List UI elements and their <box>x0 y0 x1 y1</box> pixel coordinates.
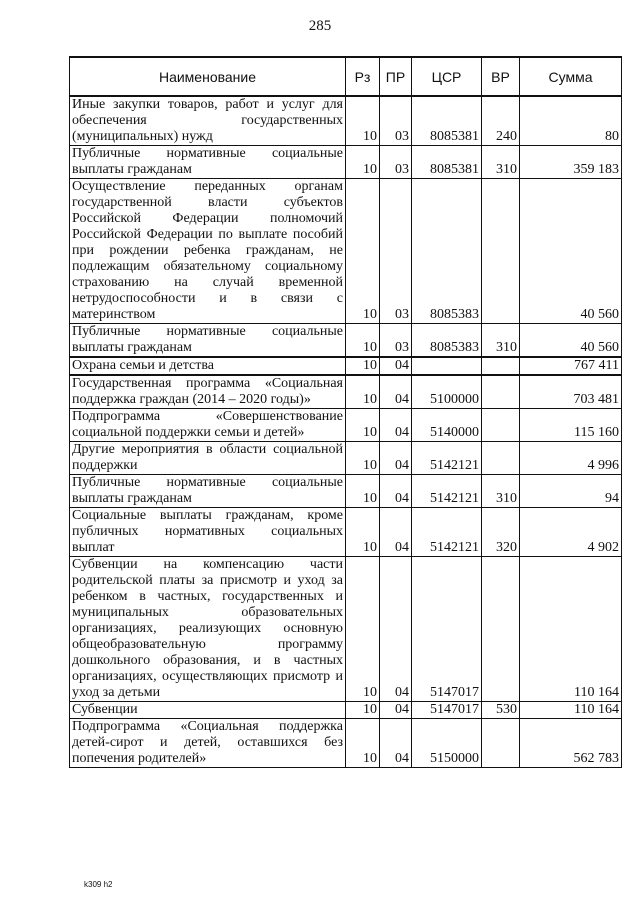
row-vr: 530 <box>482 702 520 719</box>
row-csr: 8085383 <box>412 179 482 324</box>
row-rz: 10 <box>346 357 380 375</box>
row-sum: 40 560 <box>520 179 622 324</box>
row-sum: 110 164 <box>520 557 622 702</box>
row-vr <box>482 179 520 324</box>
row-pr: 04 <box>380 357 412 375</box>
row-csr: 5147017 <box>412 702 482 719</box>
row-name: Субвенции на компенсацию части родительской платы за присмотр и уход за ребенком в частных, государственных и муниципальных образовательных организациях, реализующих основную общеобразовательную программу дошкольного образования, и в частных организациях, осуществляющих присмотр и уход за детьми <box>70 557 346 702</box>
row-vr <box>482 357 520 375</box>
row-rz: 10 <box>346 442 380 475</box>
row-pr: 04 <box>380 442 412 475</box>
row-sum: 359 183 <box>520 146 622 179</box>
column-header-sum: Сумма <box>520 57 622 96</box>
row-csr: 5147017 <box>412 557 482 702</box>
row-name: Охрана семьи и детства <box>70 357 346 375</box>
row-vr <box>482 719 520 768</box>
row-sum: 703 481 <box>520 375 622 409</box>
table-row <box>70 324 622 358</box>
budget-table <box>69 56 622 768</box>
row-vr: 310 <box>482 475 520 508</box>
row-csr: 5100000 <box>412 375 482 409</box>
row-name: Публичные нормативные социальные выплаты гражданам <box>70 324 346 358</box>
row-vr: 310 <box>482 146 520 179</box>
table-row <box>70 179 622 324</box>
row-vr <box>482 557 520 702</box>
row-sum: 115 160 <box>520 409 622 442</box>
row-rz: 10 <box>346 179 380 324</box>
table-row <box>70 146 622 179</box>
row-pr: 03 <box>380 179 412 324</box>
row-name: Другие мероприятия в области социальной поддержки <box>70 442 346 475</box>
table-row <box>70 702 622 719</box>
page-number: 285 <box>308 18 332 34</box>
row-name: Осуществление переданных органам государственной власти субъектов Российской Федерации полномочий Российской Федерации по выплате пособий при рождении ребенка гражданам, не подлежащим обязательному социальному страхованию на случай временной нетрудоспособности и в связи с материнством <box>70 179 346 324</box>
row-name: Иные закупки товаров, работ и услуг для обеспечения государственных (муниципальных) нужд <box>70 96 346 146</box>
row-csr: 5142121 <box>412 508 482 557</box>
row-sum: 80 <box>520 96 622 146</box>
row-sum: 110 164 <box>520 702 622 719</box>
row-csr: 8085383 <box>412 324 482 358</box>
row-pr: 04 <box>380 508 412 557</box>
row-name: Подпрограмма «Социальная поддержка детей-сирот и детей, оставшихся без попечения родителей» <box>70 719 346 768</box>
row-pr: 04 <box>380 409 412 442</box>
row-pr: 03 <box>380 324 412 358</box>
table-row <box>70 357 622 375</box>
row-vr: 320 <box>482 508 520 557</box>
row-pr: 04 <box>380 475 412 508</box>
column-header-csr: ЦСР <box>412 57 482 96</box>
row-vr: 310 <box>482 324 520 358</box>
table-row <box>70 719 622 768</box>
row-rz: 10 <box>346 324 380 358</box>
row-rz: 10 <box>346 146 380 179</box>
row-name: Социальные выплаты гражданам, кроме публичных нормативных социальных выплат <box>70 508 346 557</box>
row-vr <box>482 375 520 409</box>
table-row <box>70 475 622 508</box>
column-header-rz: Рз <box>346 57 380 96</box>
row-pr: 04 <box>380 702 412 719</box>
footer-code: k309 h2 <box>84 880 113 889</box>
row-vr <box>482 442 520 475</box>
row-csr: 5142121 <box>412 475 482 508</box>
row-sum: 562 783 <box>520 719 622 768</box>
row-rz: 10 <box>346 96 380 146</box>
table-row <box>70 557 622 702</box>
table-row <box>70 409 622 442</box>
row-name: Подпрограмма «Совершенствование социальной поддержки семьи и детей» <box>70 409 346 442</box>
row-pr: 04 <box>380 557 412 702</box>
row-rz: 10 <box>346 409 380 442</box>
column-header-vr: ВР <box>482 57 520 96</box>
row-rz: 10 <box>346 375 380 409</box>
column-header-name: Наименование <box>70 57 346 96</box>
table-row <box>70 508 622 557</box>
row-csr: 8085381 <box>412 96 482 146</box>
row-name: Субвенции <box>70 702 346 719</box>
row-csr: 5150000 <box>412 719 482 768</box>
row-sum: 94 <box>520 475 622 508</box>
row-rz: 10 <box>346 475 380 508</box>
row-rz: 10 <box>346 719 380 768</box>
row-name: Государственная программа «Социальная поддержка граждан (2014 – 2020 годы)» <box>70 375 346 409</box>
row-name: Публичные нормативные социальные выплаты гражданам <box>70 475 346 508</box>
row-sum: 767 411 <box>520 357 622 375</box>
row-pr: 03 <box>380 146 412 179</box>
row-csr: 8085381 <box>412 146 482 179</box>
table-row <box>70 442 622 475</box>
row-pr: 04 <box>380 719 412 768</box>
row-sum: 40 560 <box>520 324 622 358</box>
row-vr: 240 <box>482 96 520 146</box>
column-header-pr: ПР <box>380 57 412 96</box>
row-rz: 10 <box>346 557 380 702</box>
row-csr: 5140000 <box>412 409 482 442</box>
row-rz: 10 <box>346 508 380 557</box>
row-csr <box>412 357 482 375</box>
row-csr: 5142121 <box>412 442 482 475</box>
table-row <box>70 375 622 409</box>
row-rz: 10 <box>346 702 380 719</box>
row-vr <box>482 409 520 442</box>
row-sum: 4 902 <box>520 508 622 557</box>
table-row <box>70 96 622 146</box>
table-header-row <box>70 57 622 96</box>
row-name: Публичные нормативные социальные выплаты гражданам <box>70 146 346 179</box>
row-sum: 4 996 <box>520 442 622 475</box>
row-pr: 04 <box>380 375 412 409</box>
row-pr: 03 <box>380 96 412 146</box>
